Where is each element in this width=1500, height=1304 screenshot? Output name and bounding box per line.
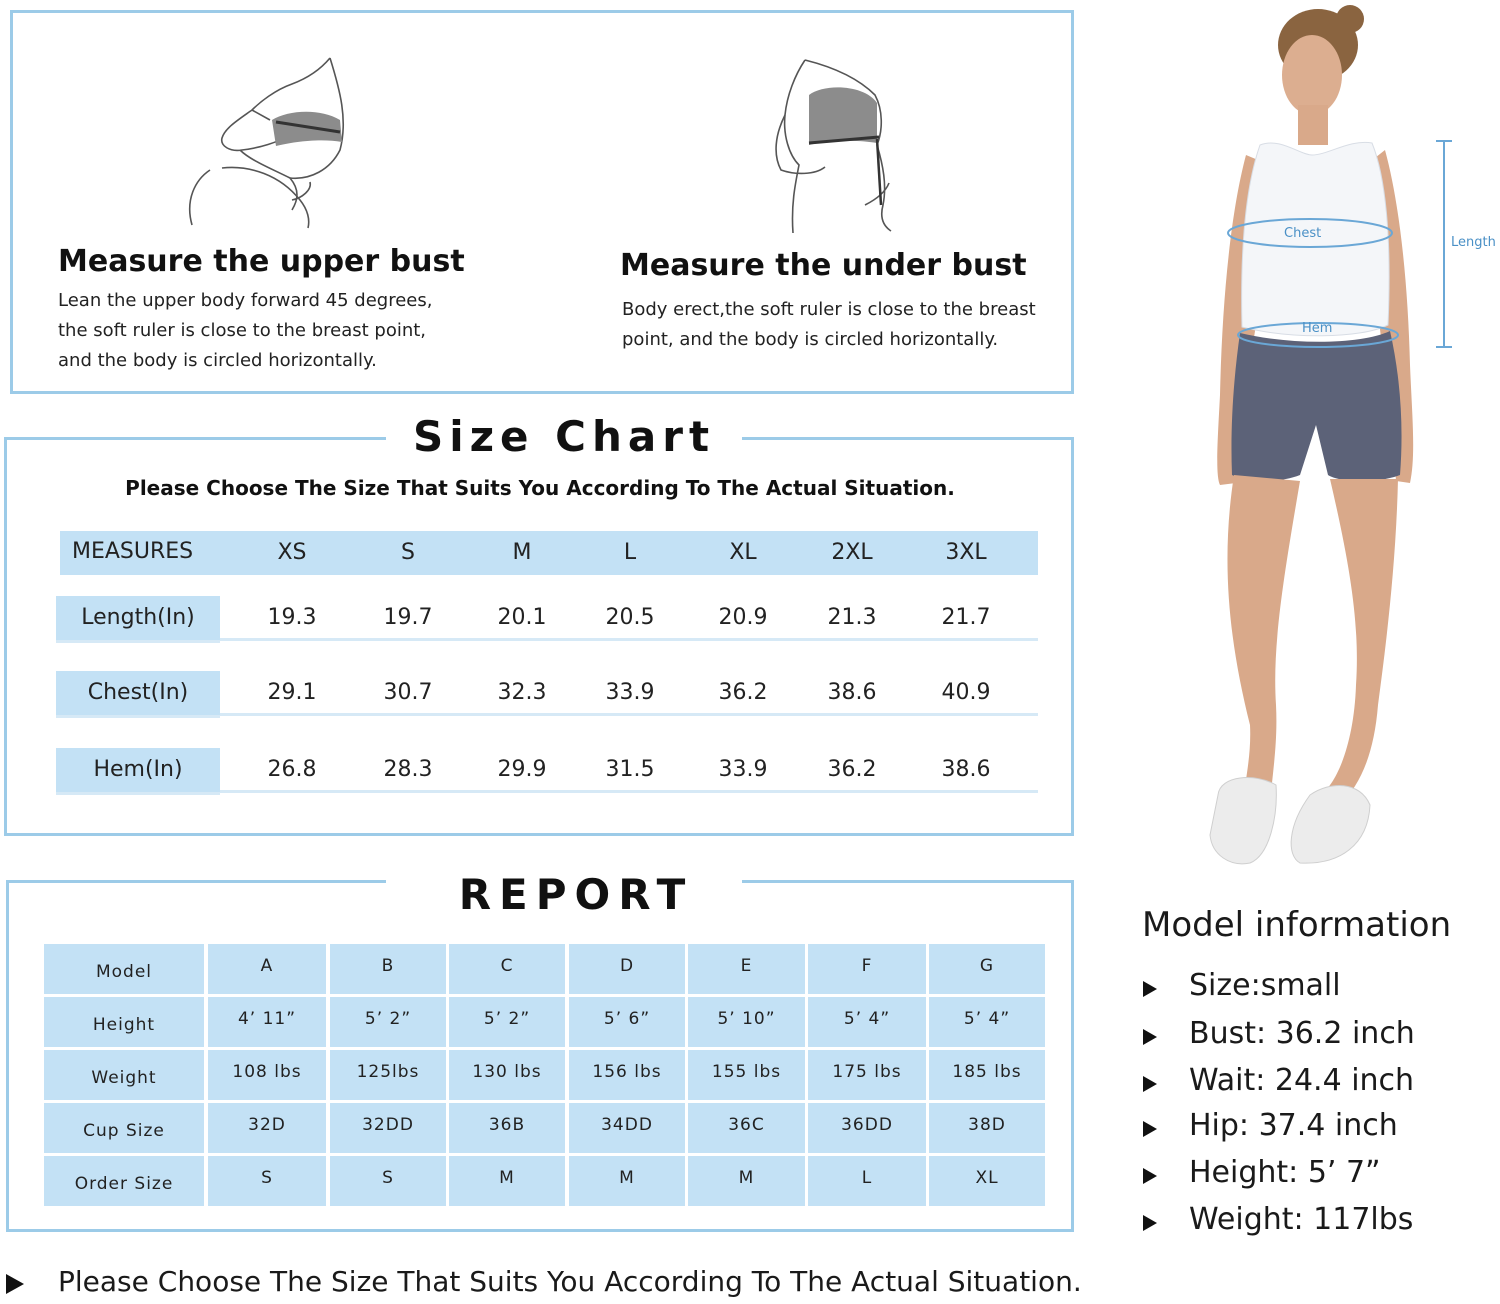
report-value-cell: 5’ 6”	[569, 997, 685, 1047]
under-bust-line: Body erect,the soft ruler is close to the breast	[622, 299, 1036, 320]
report-row-label: Height	[44, 997, 204, 1047]
model-right-leg	[1320, 479, 1398, 805]
upper-bust-description	[58, 286, 478, 376]
model-left-shoe	[1210, 778, 1276, 864]
size-value-cell: 33.9	[718, 757, 768, 782]
size-value-cell: 20.5	[605, 605, 655, 630]
footer-bullet-icon	[6, 1274, 24, 1294]
report-value-cell: F	[808, 944, 926, 994]
size-column-header: M	[512, 540, 532, 565]
report-value-cell: A	[208, 944, 326, 994]
footer-note: Please Choose The Size That Suits You According To The Actual Situation.	[58, 1265, 1082, 1298]
bullet-icon	[1143, 981, 1157, 997]
bullet-icon	[1143, 1076, 1157, 1092]
report-value-cell: 36B	[449, 1103, 565, 1153]
report-value-cell: XL	[929, 1156, 1045, 1206]
upper-bust-line: Lean the upper body forward 45 degrees,	[58, 290, 433, 311]
under-bust-illustration	[765, 55, 905, 235]
report-value-cell: 156 lbs	[569, 1050, 685, 1100]
under-bust-line: point, and the body is circled horizontally.	[622, 329, 999, 350]
size-row-label: Length(In)	[56, 596, 220, 640]
model-photo	[1160, 5, 1500, 875]
size-chart-title: Size Chart	[412, 412, 716, 461]
report-row-label: Model	[44, 944, 204, 994]
report-value-cell: 185 lbs	[929, 1050, 1045, 1100]
model-info-item: Size:small	[1189, 968, 1341, 1003]
bullet-icon	[1143, 1029, 1157, 1045]
upper-bust-line: and the body is circled horizontally.	[58, 350, 377, 371]
report-value-cell: 36DD	[808, 1103, 926, 1153]
size-value-cell: 20.9	[718, 605, 768, 630]
report-title: REPORT	[458, 870, 694, 919]
report-value-cell: 38D	[929, 1103, 1045, 1153]
report-value-cell: B	[330, 944, 446, 994]
size-value-cell: 40.9	[941, 680, 991, 705]
size-column-header: XL	[729, 540, 757, 565]
size-chart-subtitle: Please Choose The Size That Suits You According To The Actual Situation.	[125, 476, 955, 500]
model-info-title: Model information	[1142, 905, 1452, 945]
under-bust-description	[622, 295, 1052, 355]
report-value-cell: 108 lbs	[208, 1050, 326, 1100]
size-row-label: Chest(In)	[56, 671, 220, 715]
report-value-cell: 5’ 2”	[330, 997, 446, 1047]
size-column-header: XS	[277, 540, 307, 565]
size-row-divider	[220, 790, 1038, 793]
model-shorts	[1231, 331, 1401, 481]
report-value-cell: 5’ 4”	[808, 997, 926, 1047]
chest-label: Chest	[1284, 226, 1322, 241]
report-value-cell: C	[449, 944, 565, 994]
size-value-cell: 36.2	[827, 757, 877, 782]
length-label: Length	[1451, 235, 1496, 250]
report-value-cell: E	[688, 944, 805, 994]
bullet-icon	[1143, 1215, 1157, 1231]
size-value-cell: 36.2	[718, 680, 768, 705]
size-value-cell: 19.7	[383, 605, 433, 630]
size-value-cell: 21.3	[827, 605, 877, 630]
size-value-cell: 31.5	[605, 757, 655, 782]
size-value-cell: 32.3	[497, 680, 547, 705]
size-row-divider	[56, 715, 220, 718]
model-right-shoe	[1291, 786, 1370, 864]
report-value-cell: 36C	[688, 1103, 805, 1153]
report-value-cell: 5’ 10”	[688, 997, 805, 1047]
model-info-item: Bust: 36.2 inch	[1189, 1016, 1415, 1051]
size-value-cell: 38.6	[941, 757, 991, 782]
model-info-item: Weight: 117lbs	[1189, 1202, 1414, 1237]
report-value-cell: S	[208, 1156, 326, 1206]
size-value-cell: 29.1	[267, 680, 317, 705]
size-column-header: 3XL	[945, 540, 987, 565]
under-bust-title: Measure the under bust	[620, 248, 1027, 283]
size-row-label: Hem(In)	[56, 748, 220, 792]
report-value-cell: 175 lbs	[808, 1050, 926, 1100]
report-value-cell: G	[929, 944, 1045, 994]
size-row-divider	[56, 640, 220, 643]
size-value-cell: 30.7	[383, 680, 433, 705]
report-value-cell: S	[330, 1156, 446, 1206]
report-value-cell: 32D	[208, 1103, 326, 1153]
size-value-cell: 20.1	[497, 605, 547, 630]
size-chart-header-label: MEASURES	[72, 539, 194, 564]
report-row-label: Cup Size	[44, 1103, 204, 1153]
report-value-cell: M	[688, 1156, 805, 1206]
size-value-cell: 38.6	[827, 680, 877, 705]
size-column-header: S	[401, 540, 415, 565]
upper-bust-line: the soft ruler is close to the breast point,	[58, 320, 427, 341]
report-value-cell: 5’ 4”	[929, 997, 1045, 1047]
size-value-cell: 26.8	[267, 757, 317, 782]
bullet-icon	[1143, 1121, 1157, 1137]
size-column-header: 2XL	[831, 540, 873, 565]
report-value-cell: 5’ 2”	[449, 997, 565, 1047]
size-value-cell: 33.9	[605, 680, 655, 705]
report-value-cell: M	[569, 1156, 685, 1206]
bullet-icon	[1143, 1168, 1157, 1184]
report-value-cell: L	[808, 1156, 926, 1206]
model-info-item: Wait: 24.4 inch	[1189, 1063, 1415, 1098]
report-value-cell: 32DD	[330, 1103, 446, 1153]
report-value-cell: 4’ 11”	[208, 997, 326, 1047]
size-row-divider	[56, 792, 220, 795]
size-column-header: L	[623, 540, 637, 565]
upper-bust-illustration	[180, 50, 360, 230]
report-value-cell: M	[449, 1156, 565, 1206]
model-face	[1282, 35, 1342, 115]
report-value-cell: 34DD	[569, 1103, 685, 1153]
report-row-label: Weight	[44, 1050, 204, 1100]
report-value-cell: D	[569, 944, 685, 994]
report-row-label: Order Size	[44, 1156, 204, 1206]
model-left-leg	[1227, 475, 1300, 805]
size-value-cell: 28.3	[383, 757, 433, 782]
size-row-divider	[220, 638, 1038, 641]
size-value-cell: 21.7	[941, 605, 991, 630]
upper-bust-title: Measure the upper bust	[58, 244, 465, 279]
model-info-item: Height: 5’ 7”	[1189, 1155, 1381, 1190]
length-measure-line	[1436, 141, 1452, 347]
size-value-cell: 29.9	[497, 757, 547, 782]
report-value-cell: 125lbs	[330, 1050, 446, 1100]
report-value-cell: 155 lbs	[688, 1050, 805, 1100]
size-value-cell: 19.3	[267, 605, 317, 630]
size-row-divider	[220, 713, 1038, 716]
hem-label: Hem	[1302, 321, 1333, 336]
model-info-item: Hip: 37.4 inch	[1189, 1108, 1398, 1143]
report-value-cell: 130 lbs	[449, 1050, 565, 1100]
